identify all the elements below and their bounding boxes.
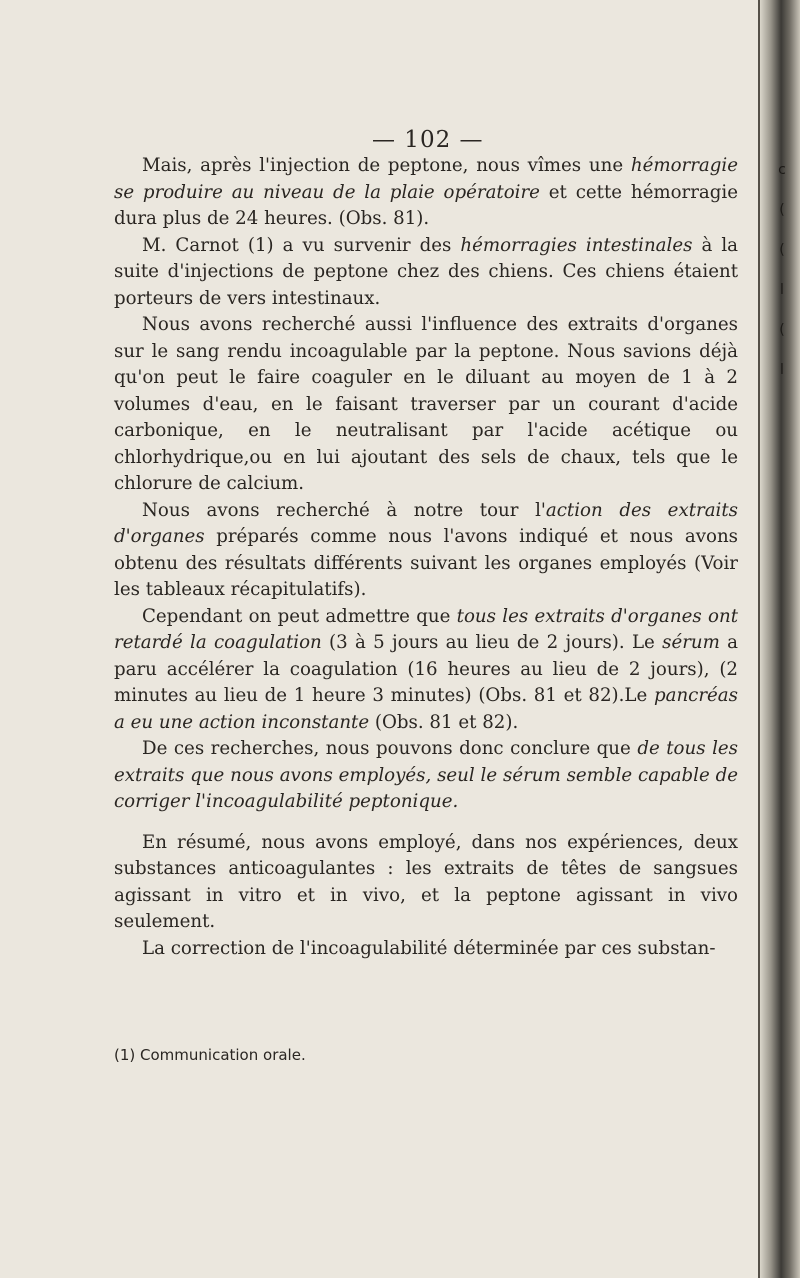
- text-run: (3 à 5 jours au lieu de 2 jours). Le: [321, 632, 663, 653]
- text-run: En résumé, nous avons employé, dans nos expériences, deux substances anticoagulantes : les extraits de têtes de sangsues agissant in vitro et in vivo, et la peptone agissant in vivo seulement.: [114, 831, 738, 932]
- text-run: Nous avons recherché aussi l'influence des extraits d'organes sur le sang rendu incoagulable par la peptone. Nous savions déjà qu'on peut le faire coaguler en le diluant au moyen de 1 à 2 volumes d'eau, en le faisant traverser par un courant d'acide carbonique, en le neutralisant par l'acide acétique ou chlorhydrique,ou en lui ajoutant des sels de chaux, tels que le chlorure de calcium.: [114, 314, 738, 494]
- facing-page-letters: [772, 150, 792, 390]
- text-run: a paru accélérer la coagulation (16 heures au lieu de 2 jours), (2 minutes au lieu de 1 heure 3 minutes) (Obs. 81 et 82).Le: [114, 632, 739, 706]
- body-text: [114, 153, 738, 962]
- paragraph: [114, 153, 738, 233]
- text-run: M. Carnot (1) a vu survenir des: [142, 234, 461, 256]
- paragraph: [114, 936, 738, 963]
- edge-letter: l: [780, 282, 784, 298]
- text-run: De ces recherches, nous pouvons donc conclure que: [142, 738, 638, 759]
- text-run: (Obs. 81 et 82).: [369, 711, 519, 733]
- italic-run: pancréas a eu une action inconstante: [114, 685, 738, 733]
- paragraph: [114, 498, 738, 604]
- italic-run: hémorragie se produire au niveau de la plaie opératoire: [114, 155, 738, 203]
- text-run: préparés comme nous l'avons indiqué et nous avons obtenu des résultats différents suivant les organes employés (Voir les tableaux récapitulatifs).: [114, 526, 738, 600]
- paragraph: [114, 604, 738, 737]
- edge-letter: c: [778, 162, 786, 178]
- text-run: La correction de l'incoagulabilité déterminée par ces substan-: [142, 937, 716, 959]
- paragraph: [114, 233, 738, 313]
- paragraph: [114, 736, 738, 816]
- edge-letter: (: [779, 322, 785, 338]
- text-run: à la suite d'injections de peptone chez des chiens. Ces chiens étaient porteurs de vers intestinaux.: [114, 234, 738, 309]
- footnote: (1) Communication orale.: [114, 1046, 306, 1064]
- edge-letter: l: [780, 362, 784, 378]
- text-run: Mais, après l'injection de peptone, nous vîmes une: [142, 155, 631, 176]
- italic-run: hémorragies intestinales: [460, 234, 693, 256]
- page-number: — 102 —: [372, 127, 484, 153]
- italic-run: sérum: [662, 632, 720, 653]
- edge-letter: (: [779, 242, 785, 258]
- italic-run: tous les extraits d'organes ont retardé la coagulation: [114, 605, 738, 653]
- italic-run: action des extraits d'organes: [114, 499, 739, 547]
- text-run: Nous avons recherché à notre tour l': [142, 499, 546, 521]
- text-run: et cette hémorragie dura plus de 24 heures. (Obs. 81).: [114, 181, 738, 229]
- edge-letter: (: [779, 202, 785, 218]
- paragraph: [114, 312, 738, 498]
- text-run: Cependant on peut admettre que: [142, 605, 457, 627]
- binding-shadow: [758, 0, 760, 1278]
- italic-run: de tous les extraits que nous avons employés, seul le sérum semble capable de corriger l'incoagulabilité peptonique.: [114, 738, 738, 812]
- paragraph: [114, 830, 738, 936]
